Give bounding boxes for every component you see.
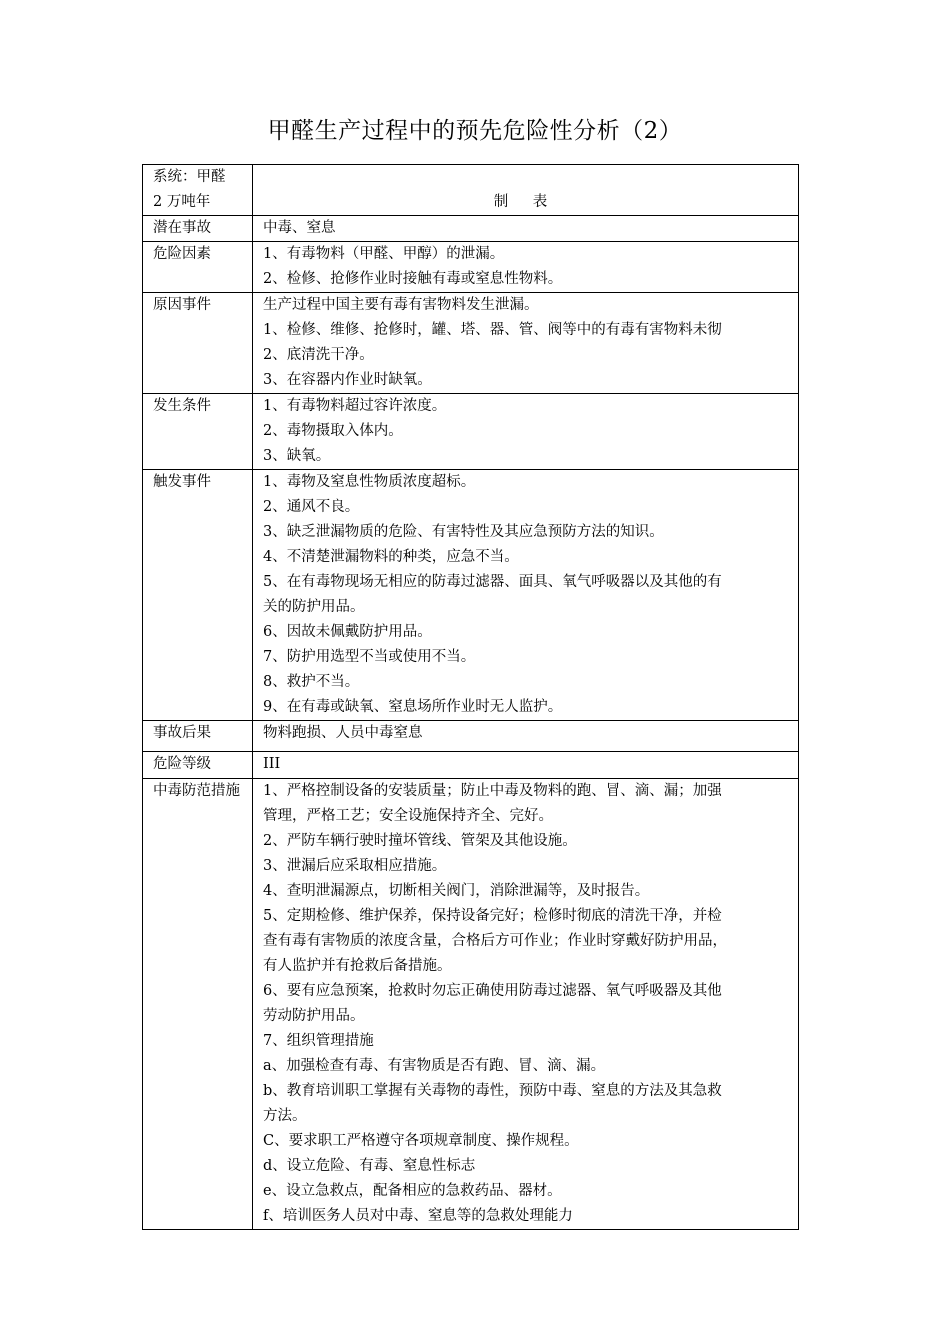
row-label: 原因事件 bbox=[143, 293, 253, 394]
row-content bbox=[253, 216, 799, 242]
content-line: 7、防护用选型不当或使用不当。 bbox=[263, 649, 476, 665]
content-line: 劳动防护用品。 bbox=[263, 1008, 365, 1024]
content-line: 4、查明泄漏源点，切断相关阀门，消除泄漏等，及时报告。 bbox=[263, 883, 650, 899]
row-content bbox=[253, 242, 799, 293]
content-line: 3、缺氧。 bbox=[263, 448, 331, 464]
content-line: 关的防护用品。 bbox=[263, 599, 365, 615]
content-line: 2、底清洗干净。 bbox=[263, 347, 374, 363]
row-content bbox=[253, 779, 799, 1230]
content-line: 4、不清楚泄漏物料的种类，应急不当。 bbox=[263, 549, 519, 565]
content-line: a、加强检查有毒、有害物质是否有跑、冒、滴、漏。 bbox=[263, 1058, 606, 1074]
content-line: 3、泄漏后应采取相应措施。 bbox=[263, 858, 447, 874]
table-row bbox=[143, 721, 799, 752]
content-line: 有人监护并有抢救后备措施。 bbox=[263, 958, 452, 974]
content-line: 1、检修、维修、抢修时，罐、塔、器、管、阀等中的有毒有害物料未彻 bbox=[263, 322, 722, 338]
content-line: e、设立急救点，配备相应的急救药品、器材。 bbox=[263, 1183, 562, 1199]
row-label: 触发事件 bbox=[143, 470, 253, 721]
row-label: 潜在事故 bbox=[143, 216, 253, 242]
table-row bbox=[143, 394, 799, 470]
content-line: b、教育培训职工掌握有关毒物的毒性，预防中毒、窒息的方法及其急救 bbox=[263, 1083, 722, 1099]
system-cell bbox=[143, 165, 253, 216]
row-content bbox=[253, 394, 799, 470]
content-line: C、要求职工严格遵守各项规章制度、操作规程。 bbox=[263, 1133, 579, 1149]
table-row bbox=[143, 293, 799, 394]
content-line: 2、毒物摄取入体内。 bbox=[263, 423, 403, 439]
row-content bbox=[253, 752, 799, 779]
content-line: 1、有毒物料（甲醛、甲醇）的泄漏。 bbox=[263, 246, 505, 262]
table-row bbox=[143, 752, 799, 779]
row-content bbox=[253, 470, 799, 721]
row-label: 事故后果 bbox=[143, 721, 253, 752]
row-content bbox=[253, 293, 799, 394]
content-line: 9、在有毒或缺氧、窒息场所作业时无人监护。 bbox=[263, 699, 563, 715]
row-label: 危险因素 bbox=[143, 242, 253, 293]
table-header-row bbox=[143, 165, 799, 216]
row-content bbox=[253, 721, 799, 752]
table-row bbox=[143, 470, 799, 721]
content-line: 1、毒物及窒息性物质浓度超标。 bbox=[263, 474, 476, 490]
content-line: 2、严防车辆行驶时撞坏管线、管架及其他设施。 bbox=[263, 833, 577, 849]
content-line: 6、因故未佩戴防护用品。 bbox=[263, 624, 432, 640]
content-line: 2、检修、抢修作业时接触有毒或窒息性物料。 bbox=[263, 271, 563, 287]
content-line: 生产过程中国主要有毒有害物料发生泄漏。 bbox=[263, 297, 539, 313]
content-line: III bbox=[263, 756, 281, 772]
content-line: d、设立危险、有毒、窒息性标志 bbox=[263, 1158, 476, 1174]
system-line-2: 2 万吨年 bbox=[153, 194, 211, 210]
content-line: 3、在容器内作业时缺氧。 bbox=[263, 372, 432, 388]
table-row bbox=[143, 242, 799, 293]
hazard-analysis-table bbox=[142, 164, 799, 1230]
content-line: f、培训医务人员对中毒、窒息等的急救处理能力 bbox=[263, 1208, 573, 1224]
content-line: 管理，严格工艺；安全设施保持齐全、完好。 bbox=[263, 808, 553, 824]
content-line: 方法。 bbox=[263, 1108, 307, 1124]
content-line: 1、有毒物料超过容许浓度。 bbox=[263, 398, 447, 414]
content-line: 6、要有应急预案，抢救时勿忘正确使用防毒过滤器、氧气呼吸器及其他 bbox=[263, 983, 722, 999]
content-line: 中毒、窒息 bbox=[263, 220, 336, 236]
row-label: 发生条件 bbox=[143, 394, 253, 470]
content-line: 1、严格控制设备的安装质量；防止中毒及物料的跑、冒、滴、漏；加强 bbox=[263, 783, 722, 799]
content-line: 5、定期检修、维护保养，保持设备完好；检修时彻底的清洗干净，并检 bbox=[263, 908, 722, 924]
page-title: 甲醛生产过程中的预先危险性分析（2） bbox=[267, 118, 683, 144]
table-row bbox=[143, 216, 799, 242]
content-line: 7、组织管理措施 bbox=[263, 1033, 374, 1049]
table-row bbox=[143, 779, 799, 1230]
content-line: 2、通风不良。 bbox=[263, 499, 360, 515]
row-label: 危险等级 bbox=[143, 752, 253, 779]
system-line-1: 系统：甲醛 bbox=[153, 169, 226, 185]
content-line: 8、救护不当。 bbox=[263, 674, 360, 690]
content-line: 查有毒有害物质的浓度含量，合格后方可作业；作业时穿戴好防护用品， bbox=[263, 933, 727, 949]
content-line: 3、缺乏泄漏物质的危险、有害特性及其应急预防方法的知识。 bbox=[263, 524, 664, 540]
content-line: 5、在有毒物现场无相应的防毒过滤器、面具、氧气呼吸器以及其他的有 bbox=[263, 574, 722, 590]
table-header-cell: 制 表 bbox=[253, 165, 799, 216]
content-line: 物料跑损、人员中毒窒息 bbox=[263, 725, 423, 741]
row-label: 中毒防范措施 bbox=[143, 779, 253, 1230]
